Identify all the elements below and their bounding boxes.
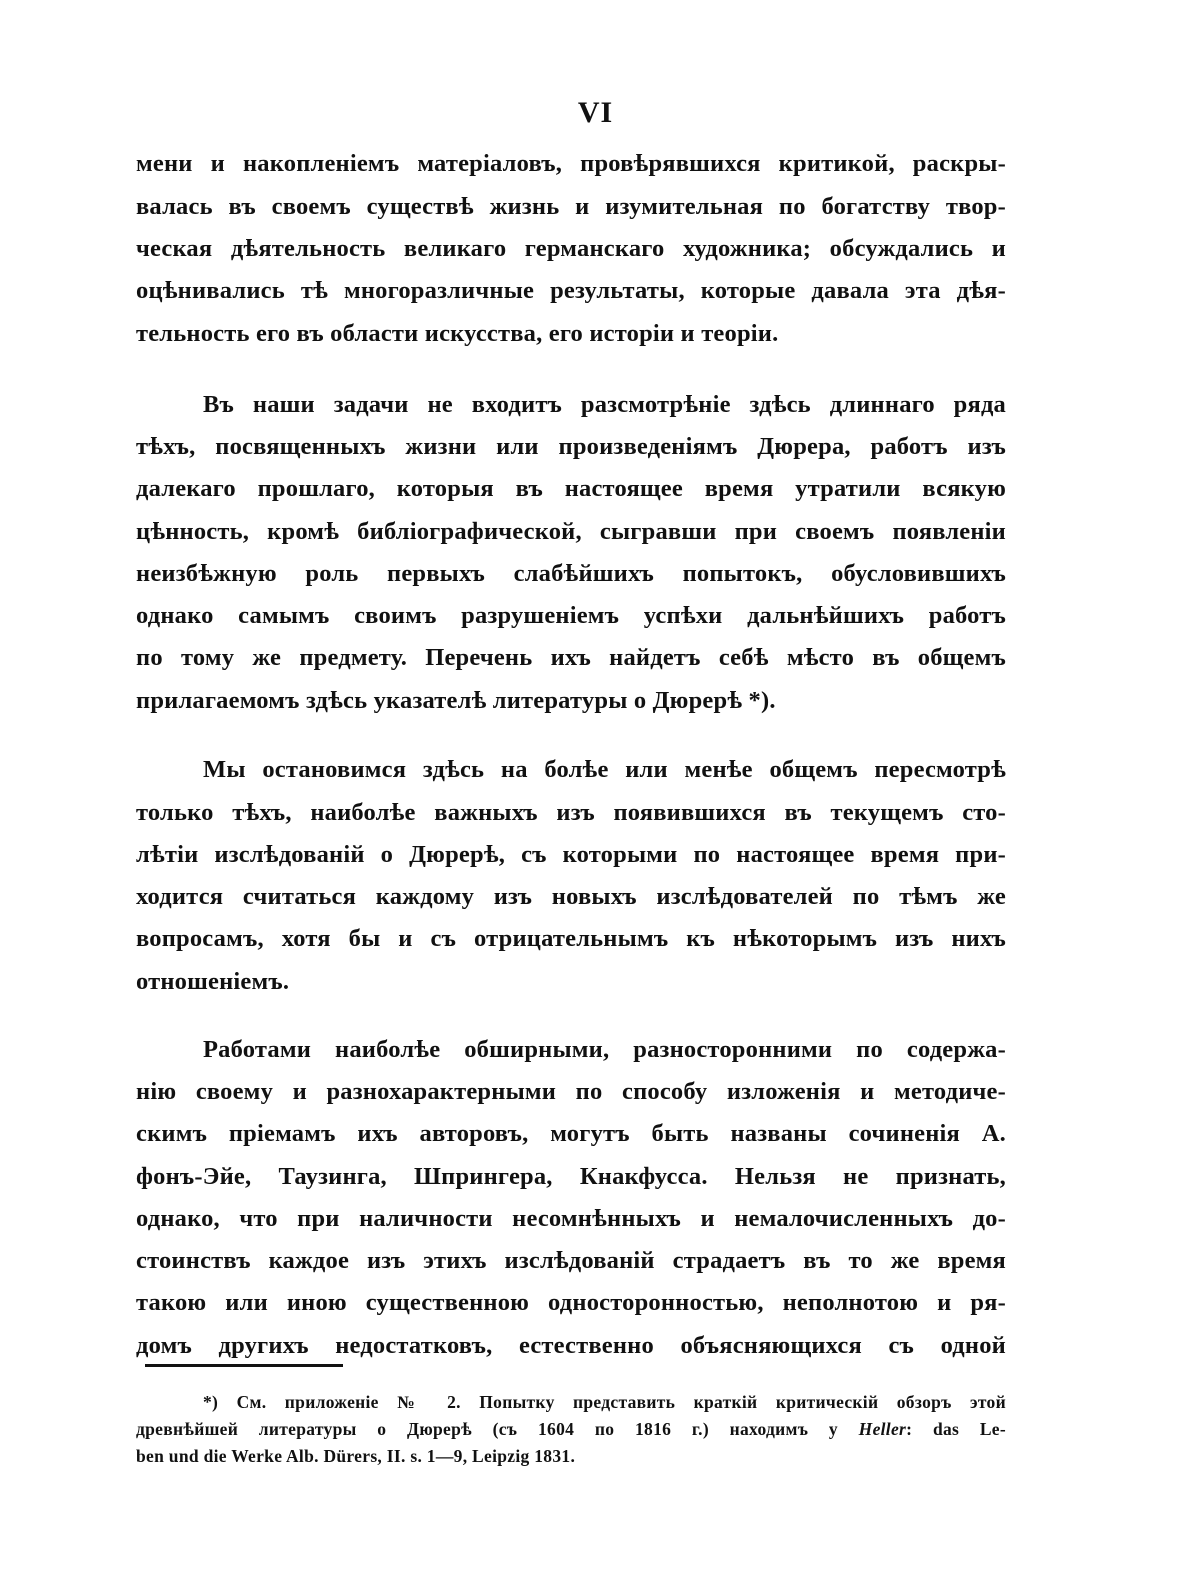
text-line: ходится считаться каждому изъ новыхъ изслѣдователей по тѣмъ же: [136, 883, 1006, 910]
text-line: отношеніемъ.: [136, 968, 290, 995]
text-line: однако самымъ своимъ разрушеніемъ успѣхи дальнѣйшихъ работъ: [136, 602, 1006, 629]
footnote-text: : das Le-: [906, 1419, 1006, 1439]
text-line: такою или иною существенною односторонностью, неполнотою и ря-: [136, 1289, 1006, 1316]
text-line: по тому же предмету. Перечень ихъ найдетъ себѣ мѣсто въ общемъ: [136, 644, 1006, 671]
text-line: Въ наши задачи не входитъ разсмотрѣніе здѣсь длиннаго ряда: [203, 391, 1006, 418]
text-line: тельность его въ области искусства, его исторіи и теоріи.: [136, 320, 779, 347]
text-line: цѣнность, кромѣ библіографической, сыгравши при своемъ появленіи: [136, 518, 1006, 545]
text-line: валась въ своемъ существѣ жизнь и изумительная по богатству твор-: [136, 193, 1006, 220]
text-line: скимъ пріемамъ ихъ авторовъ, могутъ быть названы сочиненія А.: [136, 1120, 1006, 1147]
text-line: Мы остановимся здѣсь на болѣе или менѣе общемъ пересмотрѣ: [203, 756, 1006, 783]
footnote-author: Heller: [858, 1419, 907, 1439]
text-line: лѣтіи изслѣдованій о Дюрерѣ, съ которыми по настоящее время при-: [136, 841, 1006, 868]
text-line: Работами наиболѣе обширными, разносторонними по содержа-: [203, 1036, 1006, 1063]
text-line: мени и накопленіемъ матеріаловъ, провѣрявшихся критикой, раскры-: [136, 150, 1006, 177]
footnote-text: древнѣйшей литературы о Дюрерѣ (съ 1604 по 1816 г.) находимъ у: [136, 1419, 859, 1439]
text-line: только тѣхъ, наиболѣе важныхъ изъ появившихся въ текущемъ сто-: [136, 799, 1006, 826]
footnote-line: *) См. приложеніе № 2. Попытку представить краткій критическій обзоръ этой: [203, 1392, 1006, 1412]
text-line: вопросамъ, хотя бы и съ отрицательнымъ къ нѣкоторымъ изъ нихъ: [136, 925, 1006, 952]
text-line: ческая дѣятельность великаго германскаго художника; обсуждались и: [136, 235, 1006, 262]
text-line: далекаго прошлаго, которыя въ настоящее время утратили всякую: [136, 475, 1006, 502]
text-line: домъ другихъ недостатковъ, естественно объясняющихся съ одной: [136, 1332, 1006, 1359]
text-line: неизбѣжную роль первыхъ слабѣйшихъ попытокъ, обусловившихъ: [136, 560, 1006, 587]
page-number: VI: [577, 96, 614, 129]
text-line: нію своему и разнохарактерными по способу изложенія и методиче-: [136, 1078, 1006, 1105]
footnote-divider: [145, 1364, 343, 1367]
text-line: однако, что при наличности несомнѣнныхъ и немалочисленныхъ до-: [136, 1205, 1006, 1232]
text-line: прилагаемомъ здѣсь указателѣ литературы о Дюрерѣ *).: [136, 687, 776, 714]
text-line: стоинствъ каждое изъ этихъ изслѣдованій страдаетъ въ то же время: [136, 1247, 1006, 1274]
text-line: тѣхъ, посвященныхъ жизни или произведеніямъ Дюрера, работъ изъ: [136, 433, 1006, 460]
footnote-line: ben und die Werke Alb. Dürers, II. s. 1—9, Leipzig 1831.: [136, 1446, 576, 1466]
text-line: оцѣнивались тѣ многоразличные результаты, которые давала эта дѣя-: [136, 277, 1006, 304]
text-line: фонъ-Эйе, Таузинга, Шпрингера, Кнакфусса. Нельзя не признать,: [136, 1163, 1006, 1190]
footnote-line: [136, 1417, 1006, 1441]
